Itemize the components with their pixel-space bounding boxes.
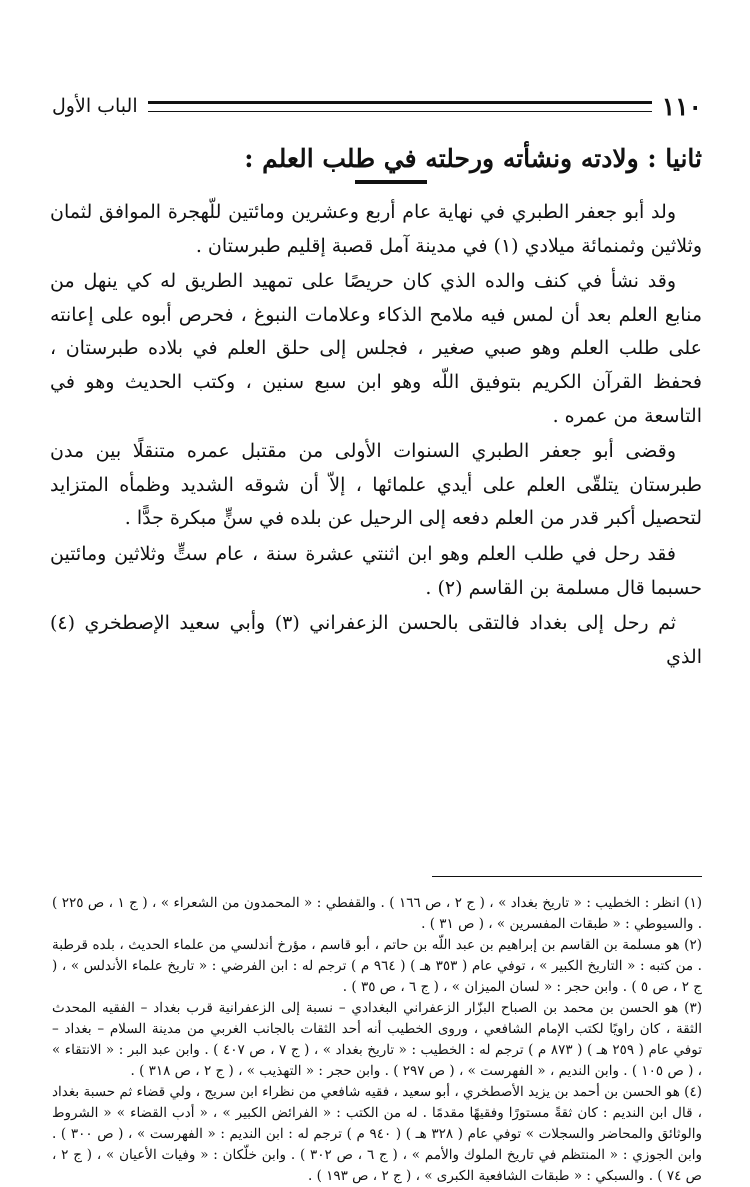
section-title: ثانيا : ولادته ونشأته ورحلته في طلب العلم : xyxy=(244,144,702,173)
paragraph: وقد نشأ في كنف والده الذي كان حريصًا على تمهيد الطريق له كي ينهل من منابع العلم بعد أن لمس فيه ملامح الذكاء وعلامات النبوغ ، فحرص أبوه على إعانته على طلب العلم وهو صبي صغير ، فجلس إلى حلق العلم في بلاده طبرستان ، فحفظ القرآن الكريم بتوفيق اللّه وهو ابن سبع سنين ، وكتب الحديث وهو في التاسعة من عمره . xyxy=(50,270,702,427)
paragraph: فقد رحل في طلب العلم وهو ابن اثنتي عشرة سنة ، عام ستٍّ وثلاثين ومائتين حسبما قال مسلمة بن القاسم (٢) . xyxy=(50,542,702,599)
header-rule xyxy=(148,101,652,112)
footnote: (٣) هو الحسن بن محمد بن الصباح البزّار الزعفراني البغدادي – نسبة إلى الزعفرانية قرب بغداد – الفقيه المحدث الثقة ، كان راويًا لكتب الإمام الشافعي ، وروى الخطيب أنه أحد الثقات بالجانب الغربي من مدينة السلام – بغداد – توفي عام ( ٢٥٩ هـ ) ( ٨٧٣ م ) ترجم له : الخطيب : « تاريخ بغداد » ، ( ج ٧ ، ص ٤٠٧ ) . وابن عبد البر : « الانتقاء » ، ( ص ١٠٥ ) . وابن النديم ، « الفهرست » ، ( ص ٢٩٧ ) . وابن حجر : « التهذيب » ، ( ج ٢ ، ص ٣١٨ ) . xyxy=(52,1000,702,1079)
footnotes xyxy=(52,893,702,1187)
paragraph: ثم رحل إلى بغداد فالتقى بالحسن الزعفراني (٣) وأبي سعيد الإصطخري (٤) الذي xyxy=(50,612,702,668)
paragraph: ولد أبو جعفر الطبري في نهاية عام أربع وعشرين ومائتين للّهجرة الموافق لثمان وثلاثين وثمنمائة ميلادي (١) في مدينة آمل قصبة إقليم طبرستان . xyxy=(50,201,702,257)
section-title-underline xyxy=(355,180,427,184)
page-number: ١١٠ xyxy=(661,91,702,121)
footnote: (١) انظر : الخطيب : « تاريخ بغداد » ، ( ج ٢ ، ص ١٦٦ ) . والقفطي : « المحمدون من الشعراء » ، ( ج ١ ، ص ٢٢٥ ) . والسيوطي : « طبقات المفسرين » ، ( ص ٣١ ) . xyxy=(52,895,702,932)
page-header xyxy=(52,88,702,124)
running-title: الباب الأول xyxy=(52,95,138,117)
footnote: (٢) هو مسلمة بن القاسم بن إبراهيم بن عبد اللّه بن حاتم ، أبو قاسم ، مؤرخ أندلسي من علماء الحديث ، بلده قرطبة . من كتبه : « التاريخ الكبير » ، توفي عام ( ٣٥٣ هـ ) ( ٩٦٤ م ) ترجم له : ابن الفرضي : « تاريخ علماء الأندلس » ، ( ج ٢ ، ص ٥ ) . وابن حجر : « لسان الميزان » ، ( ج ٦ ، ص ٣٥ ) . xyxy=(52,937,702,995)
paragraph: وقضى أبو جعفر الطبري السنوات الأولى من مقتبل عمره متنقلًا بين مدن طبرستان يتلقّى العلم على أيدي علمائها ، إلاّ أن شوقه الشديد وظمأه المتزايد لتحصيل أكبر قدر من العلم دفعه إلى الرحيل عن بلده في سنٍّ مبكرة جدًّا . xyxy=(50,440,702,530)
footnote-separator xyxy=(432,876,702,877)
main-text xyxy=(50,196,702,676)
footnote: (٤) هو الحسن بن أحمد بن يزيد الأصطخري ، أبو سعيد ، فقيه شافعي من نظراء ابن سريج ، ولي قضاء ثم حسبة بغداد ، قال ابن النديم : كان ثقةً مستورًا وفقيهًا مقدمًا . له من الكتب : « الفرائض الكبير » ، « أدب القضاء » « الشروط والوثائق والمحاضر والسجلات » توفي عام ( ٣٢٨ هـ ) ( ٩٤٠ م ) ترجم له : ابن النديم : « الفهرست » ، ( ص ٣٠٠ ) . وابن الجوزي : « المنتظم في تاريخ الملوك والأمم » ، ( ج ٦ ، ص ٣٠٢ ) . وابن خلّكان : « وفيات الأعيان » ، ( ج ٢ ، ص ٧٤ ) . والسبكي : « طبقات الشافعية الكبرى » ، ( ج ٢ ، ص ١٩٣ ) . xyxy=(52,1084,702,1184)
